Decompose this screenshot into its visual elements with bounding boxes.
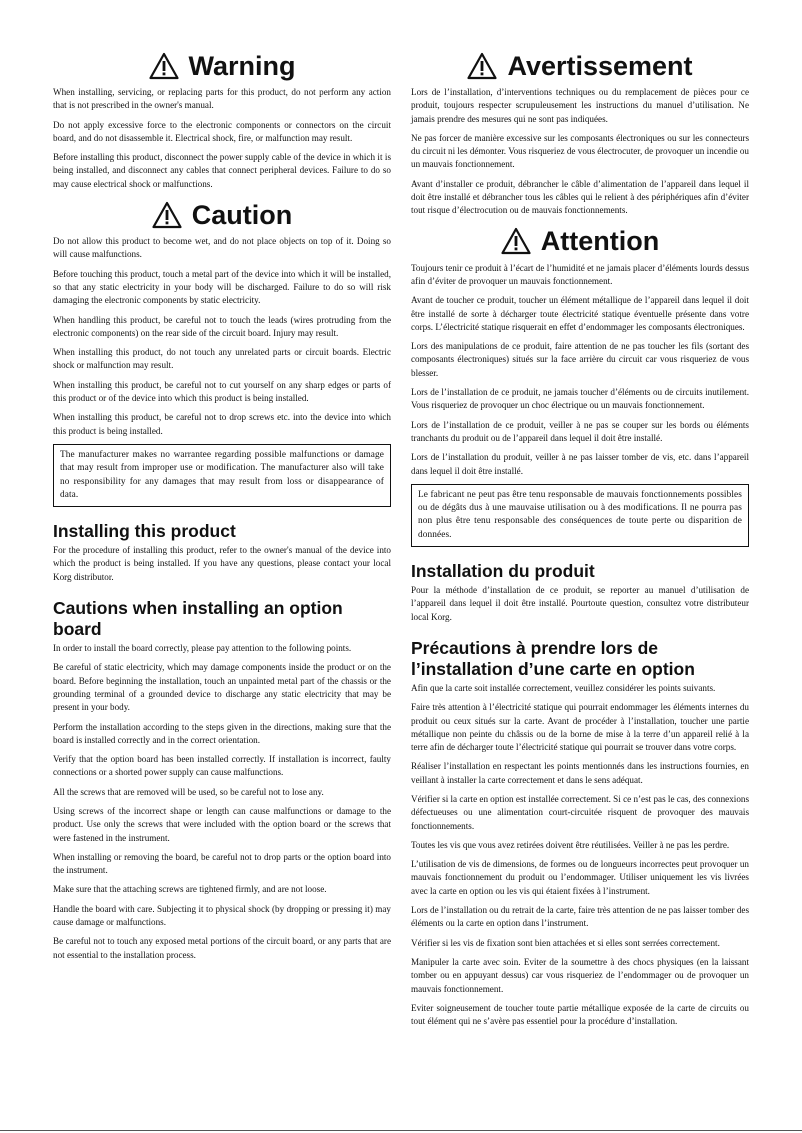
cautions-paragraph: Be careful not to touch any exposed metal portions of the circuit board, or any parts that are not essential to the installation process. xyxy=(53,936,391,960)
warning-title: Warning xyxy=(188,50,296,81)
precautions-paragraph: L’utilisation de vis de dimensions, de formes ou de longueurs incorrectes peut provoquer un mauvais fonctionnement du produit ou l’endommager. Utiliser uniquement les vis livrées avec la carte en option ou les vis qui étaient fixées à l’instrument. xyxy=(411,859,749,896)
cautions-paragraph: Verify that the option board has been installed correctly. If installation is incorrect, faulty connections or a shorted power supply can cause malfunctions. xyxy=(53,754,391,778)
cautions-paragraph: All the screws that are removed will be used, so be careful not to lose any. xyxy=(53,786,324,797)
precautions-paragraph: Lors de l’installation ou du retrait de la carte, faire très attention de ne pas laisser tomber des éléments ou la carte en option dans l’instrument. xyxy=(411,905,750,929)
cautions-paragraph: When installing or removing the board, be careful not to drop parts or the option board into the instrument. xyxy=(53,851,391,876)
warning-paragraph: Do not apply excessive force to the electronic components or connectors on the circuit board, and do not disassemble it. Electrical shock, fire, or malfunction may result. xyxy=(53,119,391,143)
caution-header xyxy=(53,197,391,232)
precautions-paragraph: Afin que la carte soit installée correctement, veuillez considérer les points suivants. xyxy=(411,682,716,693)
french-column xyxy=(411,48,749,1034)
caution-title: Caution xyxy=(191,199,293,230)
cautions-paragraph: Perform the installation according to the steps given in the directions, making sure that the board is installed correctly and in the correct orientation. xyxy=(53,721,391,745)
avertissement-header xyxy=(411,48,749,83)
disclaimer-text: The manufacturer makes no warrantee regarding possible malfunctions or damage that may result from improper use or modification. The manufacturer also will take no responsibility for any damages that may result from loss or disappearance of data. xyxy=(60,449,384,500)
avertissement-paragraph: Lors de l’installation, d’interventions techniques ou du remplacement de pièces pour ce produit, toujours respecter scrupuleusement les instructions du manuel d’utilisation. Ne jamais prendre des mesures qui ne sont pas indiquées. xyxy=(411,87,749,124)
installing-paragraph: For the procedure of installing this product, refer to the owner's manual of the device into which the product is being installed. If you have any questions, please contact your local Korg distributor. xyxy=(53,545,391,582)
installation-heading: Installation du produit xyxy=(411,561,595,582)
caution-paragraph: When installing this product, do not touch any unrelated parts or circuit boards. Electric shock or malfunction may result. xyxy=(53,347,391,371)
precautions-heading: Précautions à prendre lors de l’installation d’une carte en option xyxy=(411,637,695,679)
attention-title: Attention xyxy=(540,226,660,257)
installation-paragraph: Pour la méthode d’installation de ce produit, se reporter au manuel d’utilisation de l’appareil dans lequel il doit être installé. Pourtoute question, consultez votre distributeur local Korg. xyxy=(411,585,749,622)
warning-triangle-icon xyxy=(149,52,179,80)
warning-triangle-icon xyxy=(501,227,531,255)
attention-header xyxy=(411,224,749,259)
precautions-paragraph: Réaliser l’installation en respectant les points mentionnés dans les instructions fournies, en veillant à installer la carte correctement et dans le sens adéquat. xyxy=(411,761,749,785)
cautions-paragraph: In order to install the board correctly, please pay attention to the following points. xyxy=(53,643,352,654)
precautions-paragraph: Eviter soigneusement de toucher toute partie métallique exposée de la carte de circuits ou tout élément qui ne s’avère pas essentiel pour la procédure d’installation. xyxy=(411,1002,749,1027)
attention-paragraph: Toujours tenir ce produit à l’écart de l’humidité et ne jamais placer d’éléments lourds dessus afin d’éviter de provoquer un mauvais fonctionnement. xyxy=(411,262,749,286)
caution-paragraph: Before touching this product, touch a metal part of the device into which it will be installed, so that any static electricity in your body will be discharged. Failure to do so will risk damaging the electronic components by static electricity. xyxy=(53,268,391,306)
warning-header xyxy=(53,48,391,83)
warning-paragraph: Before installing this product, disconnect the power supply cable of the device in which it is being installed, and disconnect any cables that connect peripheral devices. Failure to do so may cause electrical shock or malfunctions. xyxy=(53,152,391,189)
disclaimer-box xyxy=(53,444,391,507)
attention-paragraph: Lors de l’installation du produit, veiller à ne pas laisser tomber de vis, etc. dans l’appareil dans lequel il doit être installé. xyxy=(411,452,749,476)
cautions-paragraph: Handle the board with care. Subjecting it to physical shock (by dropping or pressing it) may cause damage or malfunctions. xyxy=(53,903,391,928)
warning-paragraph: When installing, servicing, or replacing parts for this product, do not perform any action that is not prescribed in the owner's manual. xyxy=(53,87,391,111)
warning-triangle-icon xyxy=(467,52,497,80)
precautions-paragraph: Vérifier si la carte en option est installée correctement. Si ce n’est pas le cas, des connexions défectueuses ou une alimentation court-circuitée risquent de provoquer des mauvais fonctionnements. xyxy=(411,793,750,831)
precautions-paragraph: Manipuler la carte avec soin. Eviter de la soumettre à des chocs physiques (en la laissant tomber ou en appuyant dessus) car vous risqueriez de l’endommager ou de provoquer un mauvais fonctionnement. xyxy=(411,956,749,994)
cautions-paragraph: Using screws of the incorrect shape or length can cause malfunctions or damage to the product. Use only the screws that were included with the option board or the screws that were fastened in the instrument. xyxy=(53,805,391,843)
english-column xyxy=(53,48,391,968)
avertissement-title: Avertissement xyxy=(507,50,693,81)
caution-paragraph: When installing this product, be careful not to cut yourself on any sharp edges or parts of this product or of the device into which this product is being installed. xyxy=(53,379,391,404)
bottom-rule xyxy=(0,1130,802,1131)
precautions-paragraph: Faire très attention à l’électricité statique qui pourrait endommager les éléments internes du produit ou ceux situés sur la carte. Avant de procéder à l’installation, toucher une partie métallique non peinte du châssis ou de la borne de mise à la terre d’un appareil relié à la terre afin de décharger toute l’électricité statique qui pourrait se trouver dans votre corps. xyxy=(411,702,749,753)
installing-heading: Installing this product xyxy=(53,521,236,542)
disclaimer-text: Le fabricant ne peut pas être tenu responsable de mauvais fonctionnements possibles ou de dégâts dus à une mauvaise utilisation ou à des modifications. Il ne pourra pas non plus être tenu responsable des conséquences de toute perte ou disparition de données. xyxy=(418,489,742,540)
attention-paragraph: Lors de l’installation de ce produit, veiller à ne pas se couper sur les bords ou éléments tranchants du produit ou de l’appareil dans lequel il doit être installé. xyxy=(411,419,749,443)
cautions-paragraph: Be careful of static electricity, which may damage components inside the product or on the board. Before beginning the installation, touch an unpainted metal part of the chassis or the grounding terminal of a grounded device to discharge any static electricity that may be present in your body. xyxy=(53,662,391,713)
warning-triangle-icon xyxy=(152,201,182,229)
attention-paragraph: Avant de toucher ce produit, toucher un élément métallique de l’appareil dans lequel il doit être installé de sorte à décharger toute électricité statique éventuelle présente dans votre corps. L’électricité statique risquerait en effet d’endommager les composants électroniques. xyxy=(411,295,749,332)
avertissement-paragraph: Ne pas forcer de manière excessive sur les composants électroniques ou sur les connecteurs du circuit ni les démonter. Vous risqueriez de vous électrocuter, de provoquer un incendie ou un mauvais fonctionnement. xyxy=(411,132,749,170)
caution-paragraph: Do not allow this product to become wet, and do not place objects on top of it. Doing so will cause malfunctions. xyxy=(53,236,391,260)
disclaimer-box xyxy=(411,484,749,547)
caution-paragraph: When handling this product, be careful not to touch the leads (wires protruding from the electronic components) on the rear side of the circuit board. Injury may result. xyxy=(53,314,391,338)
cautions-paragraph: Make sure that the attaching screws are tightened firmly, and are not loose. xyxy=(53,884,327,895)
caution-paragraph: When installing this product, be careful not to drop screws etc. into the device into which this product is being installed. xyxy=(53,412,391,436)
attention-paragraph: Lors de l’installation de ce produit, ne jamais toucher d’éléments ou de circuits inutilement. Vous risqueriez de provoquer un choc électrique ou un mauvais fonctionnement. xyxy=(411,387,749,411)
cautions-heading: Cautions when installing an option board xyxy=(53,598,343,640)
precautions-paragraph: Vérifier si les vis de fixation sont bien attachées et si elles sont serrées correctement. xyxy=(411,937,720,948)
attention-paragraph: Lors des manipulations de ce produit, faire attention de ne pas toucher les fils (sortant des composants électroniques) situés sur la face arrière du circuit car vous risqueriez de vous blesser. xyxy=(411,341,749,378)
avertissement-paragraph: Avant d’installer ce produit, débrancher le câble d’alimentation de l’appareil dans lequel il doit être installé et débrancher tous les câbles qui le relient à des périphériques afin d’éviter tout risque d’électrocution ou de mauvais fonctionnements. xyxy=(411,178,749,216)
precautions-paragraph: Toutes les vis que vous avez retirées doivent être réutilisées. Veiller à ne pas les perdre. xyxy=(411,839,730,850)
